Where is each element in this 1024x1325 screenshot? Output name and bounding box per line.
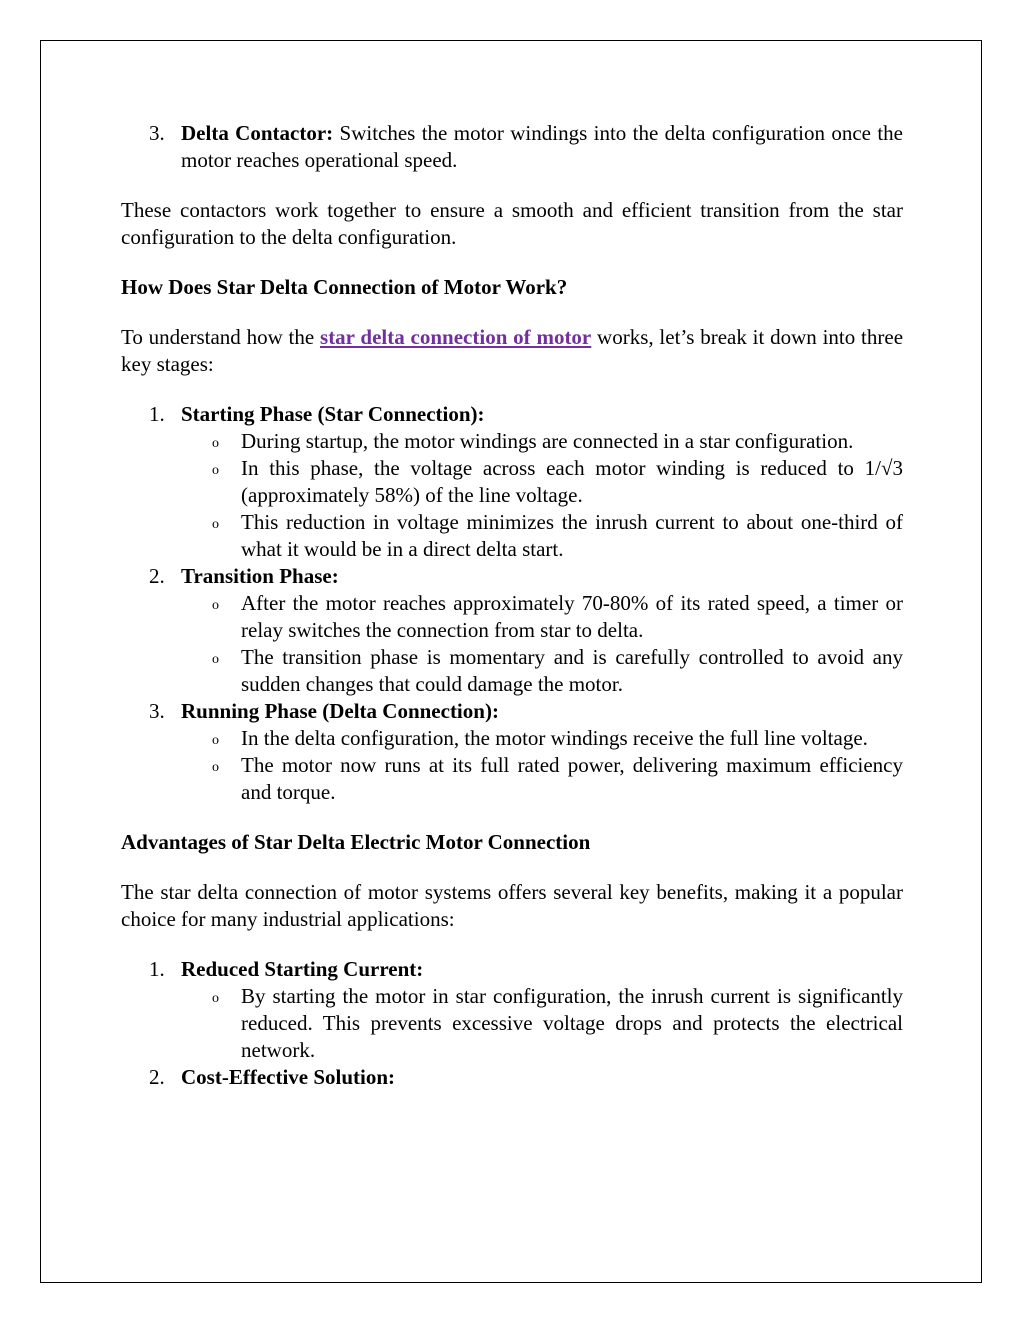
sub-list-text: This reduction in voltage minimizes the inrush current to about one-third of what it would be in a direct delta start. <box>241 510 903 561</box>
list-item-title: Transition Phase: <box>181 564 339 588</box>
list-number: 3. <box>149 121 165 145</box>
list-item-title: Reduced Starting Current: <box>181 957 424 981</box>
sub-list-item <box>121 644 903 698</box>
sub-list-item <box>121 509 903 563</box>
list-item-title: Running Phase (Delta Connection): <box>181 699 499 723</box>
sub-list-item <box>121 590 903 644</box>
bullet-icon: o <box>212 598 219 613</box>
paragraph-understand <box>121 324 903 378</box>
document-content <box>121 120 903 1091</box>
sub-list-item <box>121 428 903 455</box>
list-item-delta-contactor <box>121 120 903 174</box>
list-item-reduced-starting-current <box>121 956 903 983</box>
sub-list-item <box>121 725 903 752</box>
list-item-title: Starting Phase (Star Connection): <box>181 402 485 426</box>
sub-list-text: By starting the motor in star configuration, the inrush current is significantly reduced. This prevents excessive voltage drops and protects the electrical network. <box>241 984 903 1062</box>
sub-list-item <box>121 752 903 806</box>
bullet-icon: o <box>212 991 219 1006</box>
list-item-running-phase <box>121 698 903 725</box>
sub-list-text: The motor now runs at its full rated power, delivering maximum efficiency and torque. <box>241 753 903 804</box>
sub-list-text: In the delta configuration, the motor windings receive the full line voltage. <box>241 726 868 750</box>
heading-advantages: Advantages of Star Delta Electric Motor Connection <box>121 830 591 854</box>
bullet-icon: o <box>212 463 219 478</box>
list-number: 3. <box>149 699 165 723</box>
paragraph-text: To understand how the <box>121 325 321 349</box>
list-item-text: Switches the motor windings into the delta configuration once the motor reaches operational speed. <box>181 121 904 172</box>
list-number: 2. <box>149 1065 165 1089</box>
list-item-title: Cost-Effective Solution: <box>181 1065 396 1089</box>
bullet-icon: o <box>212 436 219 451</box>
list-number: 1. <box>149 957 165 981</box>
bullet-icon: o <box>212 733 219 748</box>
list-number: 1. <box>149 402 165 426</box>
sub-list-text: In this phase, the voltage across each motor winding is reduced to 1/√3 (approximately 58%) of the line voltage. <box>241 456 903 507</box>
sub-list-item <box>121 455 903 509</box>
star-delta-link[interactable]: star delta connection of motor <box>320 325 592 349</box>
sub-list-item <box>121 983 903 1064</box>
list-item-starting-phase <box>121 401 903 428</box>
sub-list-text: The transition phase is momentary and is carefully controlled to avoid any sudden changes that could damage the motor. <box>241 645 903 696</box>
list-item-cost-effective <box>121 1064 903 1091</box>
bullet-icon: o <box>212 760 219 775</box>
paragraph-contactors: These contactors work together to ensure a smooth and efficient transition from the star configuration to the delta configuration. <box>121 198 903 249</box>
heading-how-it-works: How Does Star Delta Connection of Motor Work? <box>121 275 568 299</box>
bullet-icon: o <box>212 517 219 532</box>
list-number: 2. <box>149 564 165 588</box>
sub-list-text: During startup, the motor windings are connected in a star configuration. <box>241 429 854 453</box>
list-item-term: Delta Contactor: <box>181 121 334 145</box>
sub-list-text: After the motor reaches approximately 70-80% of its rated speed, a timer or relay switches the connection from star to delta. <box>241 591 903 642</box>
list-item-transition-phase <box>121 563 903 590</box>
paragraph-advantages: The star delta connection of motor systems offers several key benefits, making it a popular choice for many industrial applications: <box>121 880 903 931</box>
bullet-icon: o <box>212 652 219 667</box>
paragraph-text: works, let’s break it down into three key stages: <box>121 325 904 376</box>
